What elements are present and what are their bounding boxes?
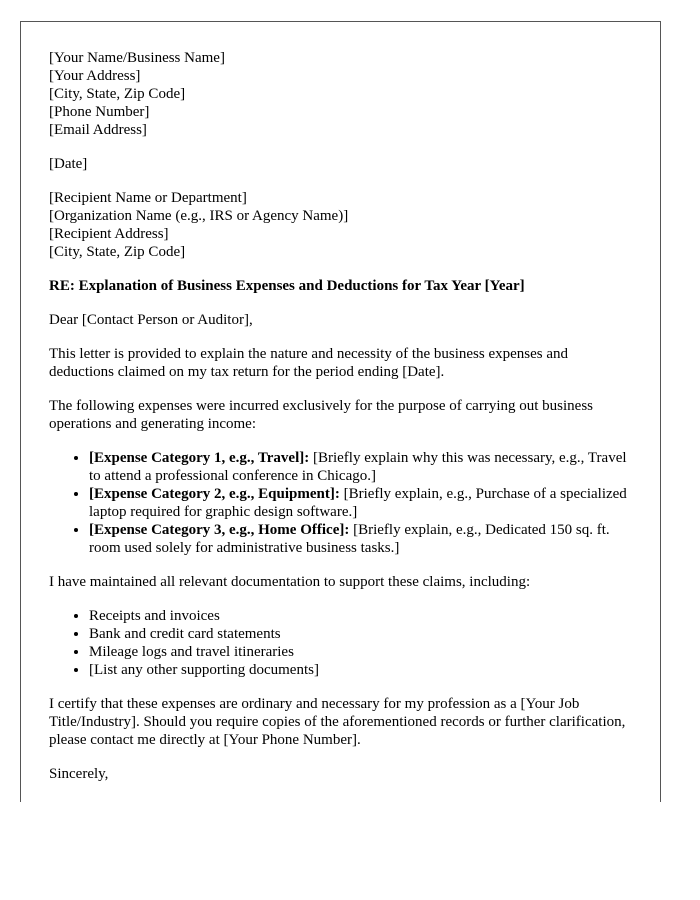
documentation-intro-paragraph: I have maintained all relevant documentation to support these claims, including: [49,574,531,590]
list-item [89,485,632,521]
sender-phone: [Phone Number] [49,104,150,120]
letter-page [20,21,661,802]
expenses-list [49,449,632,557]
documents-list [49,607,632,679]
certification-paragraph: I certify that these expenses are ordinary and necessary for my profession as a [Your Job Title/Industry]. Should you require copies of the aforementioned records or further clarification, please contact me directly at [Your Phone Number]. [49,696,626,748]
expense-label: [Expense Category 2, e.g., Equipment]: [89,486,340,502]
sender-block [49,49,632,139]
salutation: Dear [Contact Person or Auditor], [49,312,253,328]
expense-text: [Briefly explain why this was necessary, e.g., Travel to attend a professional conference in Chicago.] [89,450,627,484]
sender-name: [Your Name/Business Name] [49,50,225,66]
list-item [89,449,632,485]
recipient-city-state-zip: [City, State, Zip Code] [49,244,186,260]
list-item: • [List any other supporting documents] [89,661,632,679]
recipient-block [49,189,632,261]
list-item: • Mileage logs and travel itineraries [89,643,632,661]
list-item: • Receipts and invoices [89,607,632,625]
closing: Sincerely, [49,766,109,782]
expense-label: [Expense Category 1, e.g., Travel]: [89,450,310,466]
recipient-organization: [Organization Name (e.g., IRS or Agency Name)] [49,208,349,224]
date-block [49,155,632,173]
sender-address: [Your Address] [49,68,141,84]
list-item: • Bank and credit card statements [89,625,632,643]
letter-date: [Date] [49,156,88,172]
recipient-address: [Recipient Address] [49,226,169,242]
recipient-name: [Recipient Name or Department] [49,190,247,206]
sender-email: [Email Address] [49,122,147,138]
intro-paragraph: This letter is provided to explain the nature and necessity of the business expenses and deductions claimed on my tax return for the period ending [Date]. [49,346,569,380]
list-item [89,521,632,557]
expense-label: [Expense Category 3, e.g., Home Office]: [89,522,350,538]
expenses-intro-paragraph: The following expenses were incurred exclusively for the purpose of carrying out business operations and generating income: [49,398,594,432]
expense-text: [Briefly explain, e.g., Purchase of a specialized laptop required for graphic design software.] [89,486,627,520]
subject-line: RE: Explanation of Business Expenses and Deductions for Tax Year [Year] [49,278,525,294]
expense-text: [Briefly explain, e.g., Dedicated 150 sq. ft. room used solely for administrative business tasks.] [89,522,610,556]
sender-city-state-zip: [City, State, Zip Code] [49,86,186,102]
